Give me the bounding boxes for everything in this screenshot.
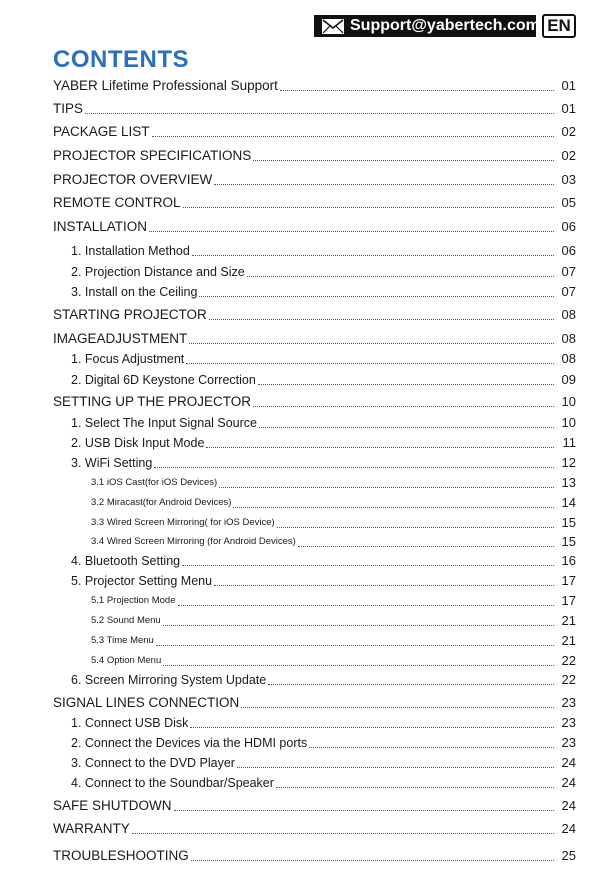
toc-entry[interactable] [91,611,576,629]
toc-entry-label: 4. Connect to the Soundbar/Speaker [71,776,274,790]
toc-entry-page: 09 [561,372,576,387]
toc-leader-dots [280,90,554,91]
toc-leader-dots [247,276,554,277]
toc-entry[interactable] [71,713,576,731]
toc-entry[interactable] [71,349,576,367]
toc-entry-label: 3.1 iOS Cast(for iOS Devices) [91,477,218,488]
toc-leader-dots [253,406,554,407]
toc-entry[interactable] [71,370,576,388]
toc-entry-label: 1. Connect USB Disk [71,716,189,730]
toc-leader-dots [186,363,554,364]
toc-entry[interactable] [91,493,576,511]
toc-leader-dots [298,546,554,547]
toc-leader-dots [214,184,554,185]
toc-entry-page: 03 [561,172,576,187]
toc-leader-dots [214,585,554,586]
toc-entry[interactable] [71,773,576,791]
toc-entry[interactable] [53,819,576,837]
toc-entry-label: SIGNAL LINES CONNECTION [53,695,240,710]
toc-entry-page: 25 [561,848,576,863]
toc-entry-page: 07 [561,284,576,299]
contents-title: CONTENTS [53,46,189,73]
toc-entry-label: 1. Focus Adjustment [71,352,185,366]
toc-entry-page: 22 [561,672,576,687]
toc-entry[interactable] [71,753,576,771]
toc-entry-label: PROJECTOR SPECIFICATIONS [53,148,252,163]
toc-leader-dots [189,343,554,344]
toc-entry-label: 3.4 Wired Screen Mirroring (for Android Devices) [91,536,296,547]
toc-entry[interactable] [71,733,576,751]
header [314,14,576,38]
toc-entry-label: 3. WiFi Setting [71,456,153,470]
toc-leader-dots [152,136,554,137]
toc-leader-dots [241,707,554,708]
mail-icon [322,19,344,34]
toc-leader-dots [276,787,554,788]
support-email: Support@yabertech.com [350,17,540,34]
toc-entry[interactable] [53,693,576,711]
toc-leader-dots [233,507,554,508]
toc-entry-page: 15 [561,515,576,530]
toc-leader-dots [149,231,554,232]
toc-entry-page: 17 [561,573,576,588]
toc-leader-dots [191,860,554,861]
toc-entry[interactable] [91,532,576,550]
toc-entry-label: 3.2 Miracast(for Android Devices) [91,497,232,508]
toc-entry[interactable] [71,413,576,431]
toc-leader-dots [174,810,554,811]
toc-leader-dots [268,684,554,685]
toc-leader-dots [219,487,554,488]
toc-entry-page: 24 [561,775,576,790]
toc-entry-label: 2. USB Disk Input Mode [71,436,205,450]
toc-entry-page: 02 [561,148,576,163]
toc-entry-label: 3.3 Wired Screen Mirroring( for iOS Device) [91,517,275,528]
toc-entry-page: 07 [561,264,576,279]
toc-entry-page: 05 [561,195,576,210]
toc-entry-label: 3. Install on the Ceiling [71,285,198,299]
toc-entry-label: 5.2 Sound Menu [91,615,161,626]
toc-entry-page: 16 [561,553,576,568]
toc-leader-dots [154,467,554,468]
toc-entry[interactable] [91,591,576,609]
toc-entry-page: 10 [561,415,576,430]
toc-entry-label: 2. Connect the Devices via the HDMI ports [71,736,308,750]
toc-leader-dots [182,565,554,566]
toc-leader-dots [259,427,554,428]
toc-entry[interactable] [71,571,576,589]
toc-leader-dots [258,384,554,385]
toc-entry-label: 5.3 Time Menu [91,635,154,646]
toc-entry-label: 6. Screen Mirroring System Update [71,673,267,687]
toc-entry[interactable] [53,193,576,211]
toc-entry[interactable] [53,796,576,814]
toc-leader-dots [237,767,554,768]
toc-entry[interactable] [71,551,576,569]
toc-entry[interactable] [91,473,576,491]
toc-leader-dots [156,645,554,646]
toc-leader-dots [277,527,554,528]
toc-entry-label: INSTALLATION [53,219,148,234]
toc-leader-dots [206,447,554,448]
toc-entry-page: 21 [561,613,576,628]
toc-entry[interactable] [53,122,576,140]
toc-entry[interactable] [53,392,576,410]
toc-entry-page: 01 [561,78,576,93]
toc-entry-page: 23 [561,715,576,730]
toc-entry-label: SETTING UP THE PROJECTOR [53,394,252,409]
toc-leader-dots [309,747,554,748]
toc-leader-dots [163,625,554,626]
toc-entry[interactable] [53,846,576,864]
toc-entry-label: TROUBLESHOOTING [53,848,189,863]
toc-leader-dots [132,833,554,834]
toc-entry-label: IMAGEADJUSTMENT [53,331,188,346]
toc-entry[interactable] [53,146,576,164]
toc-entry-label: 5.1 Projection Mode [91,595,176,606]
toc-entry-page: 08 [561,351,576,366]
toc-entry[interactable] [71,241,576,259]
toc-entry[interactable] [71,670,576,688]
toc-leader-dots [178,605,555,606]
toc-leader-dots [192,255,554,256]
toc-entry-page: 08 [561,331,576,346]
toc-entry[interactable] [91,513,576,531]
toc-entry[interactable] [71,262,576,280]
toc-entry-label: 5. Projector Setting Menu [71,574,213,588]
toc-leader-dots [199,296,554,297]
toc-entry-label: 1. Select The Input Signal Source [71,416,257,430]
toc-entry-page: 24 [561,821,576,836]
toc-entry-label: REMOTE CONTROL [53,195,181,210]
toc-entry-page: 02 [561,124,576,139]
toc-entry-label: TIPS [53,101,84,116]
language-badge: EN [542,14,576,38]
toc-leader-dots [183,207,554,208]
toc-entry-page: 24 [561,755,576,770]
toc-leader-dots [85,113,554,114]
toc-entry-page: 12 [561,455,576,470]
toc-entry-page: 17 [561,593,576,608]
toc-entry[interactable] [53,329,576,347]
support-email-badge[interactable] [314,15,540,37]
toc-leader-dots [209,319,554,320]
toc-entry-page: 13 [561,475,576,490]
toc-entry[interactable] [71,453,576,471]
toc-entry-label: WARRANTY [53,821,130,836]
toc-entry-label: STARTING PROJECTOR [53,307,207,322]
toc-entry-label: 5.4 Option Menu [91,655,162,666]
toc-entry-label: PACKAGE LIST [53,124,150,139]
toc-entry[interactable] [71,282,576,300]
toc-entry-label: PROJECTOR OVERVIEW [53,172,213,187]
toc-entry[interactable] [91,631,576,649]
toc-entry-page: 01 [561,101,576,116]
toc-entry-label: 2. Projection Distance and Size [71,265,245,279]
toc-entry-page: 06 [561,243,576,258]
toc-entry-label: YABER Lifetime Professional Support [53,78,278,93]
toc-entry-page: 06 [561,219,576,234]
toc-entry-label: SAFE SHUTDOWN [53,798,172,813]
toc-entry[interactable] [53,170,576,188]
toc-entry-page: 15 [561,534,576,549]
toc-entry-page: 21 [561,633,576,648]
toc-entry[interactable] [53,217,576,235]
toc-entry-page: 14 [561,495,576,510]
toc-entry-page: 23 [561,735,576,750]
toc-entry-label: 4. Bluetooth Setting [71,554,181,568]
toc-entry-page: 11 [562,435,576,450]
toc-entry-page: 08 [561,307,576,322]
toc-entry-label: 3. Connect to the DVD Player [71,756,235,770]
toc-entry-page: 24 [561,798,576,813]
toc-entry-label: 2. Digital 6D Keystone Correction [71,373,256,387]
toc-entry[interactable] [53,305,576,323]
toc-entry-label: 1. Installation Method [71,244,190,258]
toc-leader-dots [163,665,554,666]
toc-leader-dots [190,727,554,728]
toc-entry-page: 10 [561,394,576,409]
toc-entry-page: 23 [561,695,576,710]
toc-leader-dots [253,160,554,161]
toc-entry-page: 22 [561,653,576,668]
toc-entry[interactable] [53,76,576,94]
toc-entry[interactable] [53,99,576,117]
toc-entry[interactable] [71,433,576,451]
toc-entry[interactable] [91,651,576,669]
